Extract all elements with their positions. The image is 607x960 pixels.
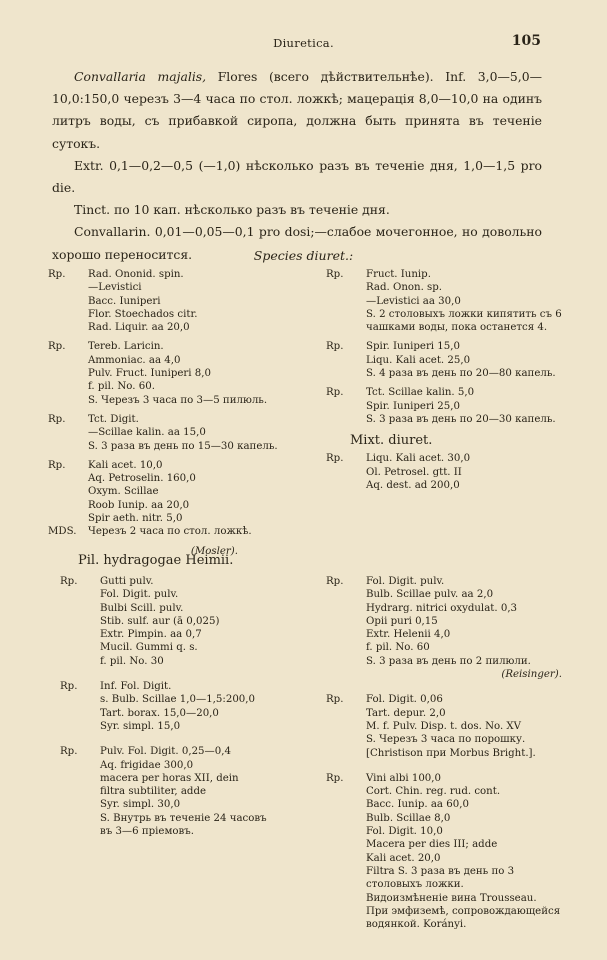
rx-line: f. pil. No. 30 [100,655,164,667]
rx-line: Fol. Digit. 10,0 [366,826,443,838]
rx-line: Filtra S. 3 раза въ день по 3 столовыхъ ложки. [366,865,515,891]
rx-line: Ol. Petrosel. gtt. II [366,466,462,478]
rx-line: Aq. frigidae 300,0 [100,759,194,771]
rx-line: Pulv. Fol. Digit. 0,25—0,4 [100,746,231,758]
rx-line: Kali acet. 10,0 [88,459,163,471]
prescription [48,413,308,453]
rx-line: Cort. Chin. reg. rud. cont. [366,786,501,798]
rx-line: Fol. Digit. pulv. [366,576,445,587]
intro-paragraph: Convallarin. 0,01—0,05—0,1 pro dosi;—слабое мочегонное, но довольно хорошо переносится. [52,224,542,262]
rx-line: Aq. dest. ad 200,0 [366,479,460,491]
rx-line: Roob Iunip. aa 20,0 [88,499,190,511]
rx-line: Pulv. Fruct. Iuniperi 8,0 [88,368,211,380]
rx-line: —Levistici aa 30,0 [366,295,461,307]
rx-line: Oxym. Scillae [88,486,159,498]
rx-line: Syr. simpl. 30,0 [100,799,181,811]
prescription [326,268,566,334]
rx-line: Liqu. Kali acet. 25,0 [366,354,471,366]
rx-line: Ammoniac. aa 4,0 [88,354,181,366]
rx-label: Rp. [326,576,344,587]
rx-line: Opii puri 0,15 [366,615,438,627]
rx-line: въ 3—6 пріемовъ. [100,826,194,838]
rx-line: Mucil. Gummi q. s. [100,642,198,654]
intro-text [52,66,542,266]
rx-label: Rp. [60,681,78,693]
right-pil-column [326,575,566,943]
rx-line: M. f. Pulv. Disp. t. dos. No. XV [366,720,522,732]
prescription [60,575,320,668]
author-citation: (Reisinger). [501,669,562,681]
rx-label: Rp. [326,341,344,353]
rx-label: Rp. [326,694,344,706]
prescription [48,340,308,406]
intro-p1-text: Flores (всего дѣйствительнѣе). Inf. 3,0—5,0—10,0:150,0 черезъ 3—4 часа по стол. ложкѣ; мацерація 8,0—10,0 на одинъ литръ воды, съ прибавкой сиропа, должна быть принята въ теченіе сутокъ. [52,69,542,151]
page-number: 105 [511,33,541,49]
prescription [60,680,320,733]
prescription [326,575,566,668]
prescription [326,772,566,932]
rx-line: Liqu. Kali acet. 30,0 [366,453,471,465]
rx-line: Hydrarg. nitrici oxydulat. 0,3 [366,602,518,614]
rx-line: Spir. Iuniperi 15,0 [366,341,460,353]
rx-line: f. pil. No. 60. [88,381,155,393]
rx-line: Tereb. Laricin. [88,341,164,353]
rx-label: Rp. [326,387,344,399]
rx-label: Rp. [48,459,66,471]
rx-line: Bacc. Iuniperi [88,295,161,307]
rx-line: s. Bulb. Scillae 1,0—1,5:200,0 [100,694,255,706]
rx-label: Rp. [326,453,344,465]
species-heading: Species diuret.: [253,248,354,263]
pil-heading: Pil. hydragogae Heimii. [78,553,234,568]
running-header: Diuretica. [273,36,334,50]
rx-line: Syr. simpl. 15,0 [100,720,181,732]
prescription [326,386,566,426]
rx-line: f. pil. No. 60 [366,642,430,654]
rx-label: MDS. [48,526,77,538]
rx-line: Tart. depur. 2,0 [366,707,446,719]
rx-line: Gutti pulv. [100,576,154,587]
rx-line: S. 3 раза въ день по 2 пилюли. [366,655,531,667]
rx-line: Tct. Digit. [88,413,139,425]
rx-line: [Christison при Morbus Bright.]. [366,747,536,759]
rx-line: Rad. Liquir. aa 20,0 [88,322,190,334]
rx-line: Macera per dies III; adde [366,839,498,851]
rx-line: Spir. Iuniperi 25,0 [366,400,460,412]
prescription [48,525,308,538]
species-name: Convallaria majalis, [74,69,207,84]
rx-line: S. Внутрь въ теченіе 24 часовъ [100,812,267,824]
rx-line: filtra subtiliter, adde [100,786,207,798]
rx-line: S. Черезъ 3 часа по порошку. [366,734,526,746]
rx-label: Rp. [60,576,78,587]
rx-line: Rad. Ononid. spin. [88,269,184,280]
rx-line: Черезъ 2 часа по стол. ложкѣ. [88,526,252,538]
rx-line: S. 2 столовыхъ ложки кипятить съ 6 чашками воды, пока останется 4. [366,308,562,334]
intro-paragraph: Tinct. по 10 кап. нѣсколько разъ въ теченіе дня. [74,202,390,218]
rx-line: Extr. Helenii 4,0 [366,629,451,641]
rx-line: Aq. Petroselin. 160,0 [88,473,196,485]
prescription [326,340,566,380]
rx-line: —Scillae kalin. aa 15,0 [88,427,206,439]
rx-line: S. Черезъ 3 часа по 3—5 пилюль. [88,394,268,406]
rx-line: Fruct. Iunip. [366,269,431,280]
rx-label: Rp. [48,341,66,353]
prescription [48,268,308,334]
rx-line: Extr. Pimpin. aa 0,7 [100,629,202,641]
mixt-heading: Mixt. diuret. [350,433,433,449]
author-citation: (Mosler). [190,545,238,557]
rx-line: S. 4 раза въ день по 20—80 капель. [366,368,556,380]
left-species-column [48,268,308,558]
rx-line: Bacc. Iunip. aa 60,0 [366,799,469,811]
rx-label: Rp. [48,269,66,280]
rx-line: Bulb. Scillae 8,0 [366,812,451,824]
rx-line: —Levistici [88,282,142,294]
rx-line: Flor. Stoechados citr. [88,308,198,320]
rx-line: Vini albi 100,0 [366,772,442,784]
prescription [48,459,308,525]
right-species-column [326,268,566,492]
prescription [326,693,566,759]
rx-label: Rp. [48,413,66,425]
rx-line: Fol. Digit. 0,06 [366,694,443,706]
rx-line: S. 3 раза въ день по 20—30 капель. [366,413,556,425]
rx-line: Rad. Onon. sp. [366,282,443,294]
rx-line: macera per horas XII, dein [100,772,239,784]
rx-line: Stib. sulf. aur (ā 0,025) [100,615,220,627]
rx-line: Tct. Scillae kalin. 5,0 [366,387,475,399]
prescription [60,745,320,838]
rx-line: Видоизмѣненіе вина Trousseau. [366,892,537,904]
rx-label: Rp. [326,772,344,784]
rx-line: Kali acet. 20,0 [366,852,441,864]
intro-paragraph [52,66,542,155]
rx-line: S. 3 раза въ день по 15—30 капель. [88,440,278,452]
rx-label: Rp. [60,746,78,758]
prescription [326,452,566,492]
rx-label: Rp. [326,269,344,280]
intro-paragraph: Extr. 0,1—0,2—0,5 (—1,0) нѣсколько разъ въ теченіе дня, 1,0—1,5 pro die. [52,157,542,196]
rx-line: Bulbi Scill. pulv. [100,602,184,614]
rx-line: Fol. Digit. pulv. [100,589,179,601]
rx-line: Inf. Fol. Digit. [100,681,172,693]
rx-line: Spir aeth. nitr. 5,0 [88,513,183,525]
left-pil-column [60,575,320,850]
rx-line: Tart. borax. 15,0—20,0 [100,707,219,719]
rx-line: Bulb. Scillae pulv. aa 2,0 [366,589,494,601]
rx-line: При эмфиземѣ, сопровождающейся водянкой. Korányi. [366,905,561,931]
